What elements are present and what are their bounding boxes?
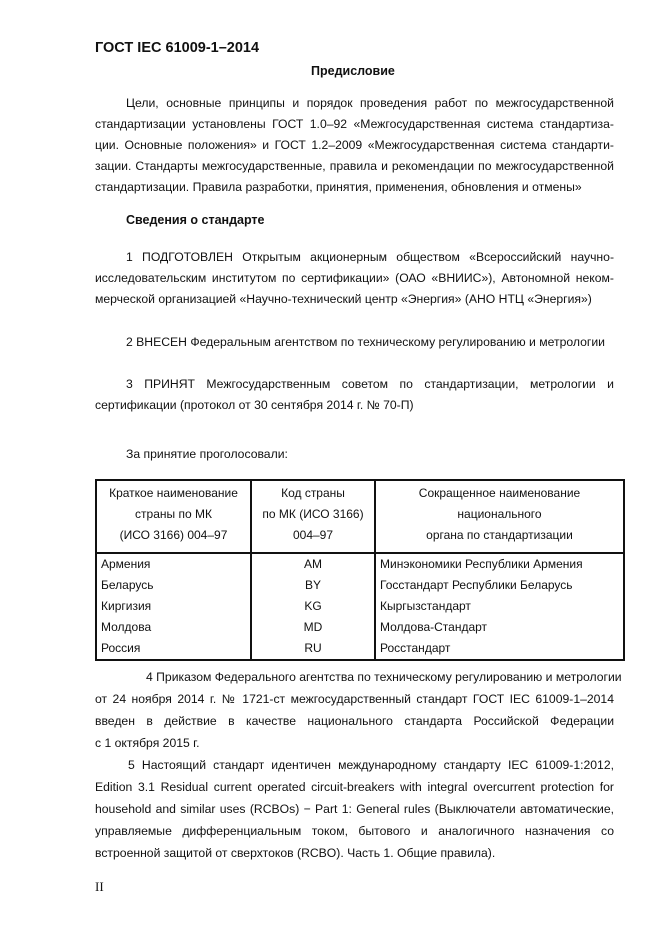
header-text: 004–97 bbox=[292, 528, 334, 542]
foreword-title: Предисловие bbox=[311, 64, 395, 78]
item1-line: 1 ПОДГОТОВЛЕН Открытым акционерным обществом «Всероссийский научно- bbox=[126, 250, 614, 264]
item5-line: household and similar uses (RCBOs) − Part 1: General rules (Выключатели автоматические, bbox=[95, 802, 614, 816]
foreword-line: зации. Стандарты межгосударственные, правила и рекомендации по межгосударственной bbox=[95, 159, 614, 173]
cell-code: RU bbox=[251, 638, 375, 660]
header-text: Код страны bbox=[281, 486, 345, 500]
item3-line: сертификации (протокол от 30 сентября 2014 г. № 70-П) bbox=[95, 398, 414, 412]
item2: 2 ВНЕСЕН Федеральным агентством по техническому регулированию и метрологии bbox=[126, 335, 605, 349]
item5-line: 5 Настоящий стандарт идентичен международному стандарту IEC 61009-1:2012, bbox=[128, 758, 614, 772]
table-header-body bbox=[375, 480, 624, 553]
foreword-line: ции. Основные положения» и ГОСТ 1.2–2009 «Межгосударственная система стандарти- bbox=[95, 138, 614, 152]
item1-line: исследовательским институтом по сертификации» (ОАО «ВНИИС»), Автономной неком- bbox=[95, 271, 614, 285]
cell-country: Молдова bbox=[96, 617, 251, 638]
item5-line: встроенной защитой от сверхтоков (RCBO). Часть 1. Общие правила). bbox=[95, 846, 496, 860]
header-text: Краткое наименование bbox=[109, 486, 238, 500]
cell-body: Росстандарт bbox=[375, 638, 624, 660]
table-header-country bbox=[96, 480, 251, 553]
item5-line: управляемые дифференциальным током, бытового и аналогичного назначения со bbox=[95, 824, 614, 838]
header-text: (ИСО 3166) 004–97 bbox=[119, 528, 228, 542]
table-row bbox=[96, 575, 624, 596]
item3-line: 3 ПРИНЯТ Межгосударственным советом по стандартизации, метрологии и bbox=[126, 377, 614, 391]
item4-line: введен в действие в качестве национального стандарта Российской Федерации bbox=[95, 714, 614, 728]
cell-code: KG bbox=[251, 596, 375, 617]
foreword-line: стандартизации. Правила разработки, принятия, применения, обновления и отмены» bbox=[95, 180, 582, 194]
cell-country: Киргизия bbox=[96, 596, 251, 617]
item4-line: 4 Приказом Федерального агентства по техническому регулированию и метрологии bbox=[146, 670, 622, 684]
foreword-line: Цели, основные принципы и порядок проведения работ по межгосударственной bbox=[126, 96, 614, 110]
header-text: по МК (ИСО 3166) bbox=[262, 507, 364, 521]
item4-line: от 24 ноября 2014 г. № 1721-ст межгосударственный стандарт ГОСТ IEC 61009-1–2014 bbox=[95, 692, 614, 706]
cell-code: BY bbox=[251, 575, 375, 596]
cell-code: AM bbox=[251, 553, 375, 575]
item4-line: с 1 октября 2015 г. bbox=[95, 736, 200, 750]
cell-country: Беларусь bbox=[96, 575, 251, 596]
table-row bbox=[96, 553, 624, 575]
cell-country: Россия bbox=[96, 638, 251, 660]
header-text: национального bbox=[457, 507, 542, 521]
voting-table bbox=[95, 479, 625, 661]
table-header-code bbox=[251, 480, 375, 553]
cell-country: Армения bbox=[96, 553, 251, 575]
table-row bbox=[96, 617, 624, 638]
table-row bbox=[96, 638, 624, 660]
page-number: II bbox=[95, 879, 104, 894]
header-text: Сокращенное наименование bbox=[418, 486, 581, 500]
voted-label: За принятие проголосовали: bbox=[126, 447, 288, 461]
item1-line: мерческой организацией «Научно-технический центр «Энергия» (АНО НТЦ «Энергия») bbox=[95, 292, 592, 306]
cell-body: Госстандарт Республики Беларусь bbox=[375, 575, 624, 596]
about-standard-title: Сведения о стандарте bbox=[126, 213, 265, 227]
cell-code: MD bbox=[251, 617, 375, 638]
cell-body: Молдова-Стандарт bbox=[375, 617, 624, 638]
item5-line: Edition 3.1 Residual current operated circuit-breakers with integral overcurrent protection for bbox=[95, 780, 614, 794]
header-text: органа по стандартизации bbox=[426, 528, 573, 542]
header-text: страны по МК bbox=[135, 507, 212, 521]
foreword-line: стандартизации установлены ГОСТ 1.0–92 «Межгосударственная система стандартиза- bbox=[95, 117, 614, 131]
document-header: ГОСТ IEC 61009-1–2014 bbox=[95, 40, 260, 56]
cell-body: Кыргызстандарт bbox=[375, 596, 624, 617]
cell-body: Минэкономики Республики Армения bbox=[375, 553, 624, 575]
table-row bbox=[96, 596, 624, 617]
table-header-row bbox=[96, 480, 624, 553]
